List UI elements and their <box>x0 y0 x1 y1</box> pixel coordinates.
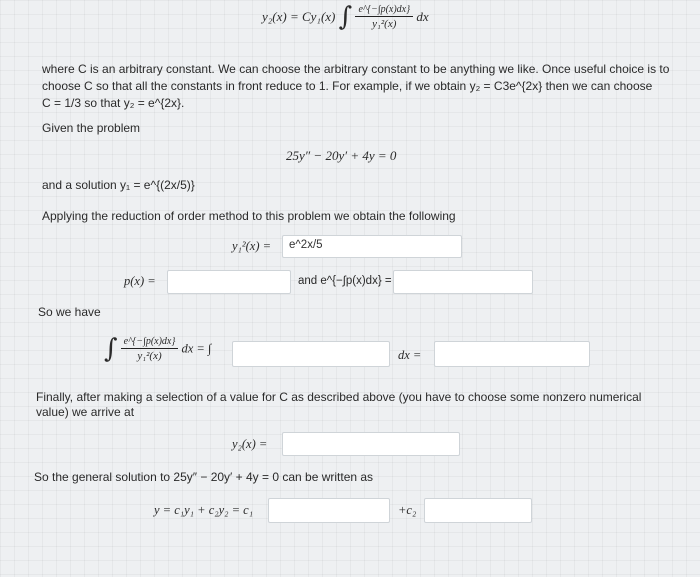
formula-dx: dx <box>416 9 429 24</box>
integral-numerator: e^{−∫p(x)dx} <box>121 336 179 349</box>
integral-sign: ∫ <box>104 334 118 364</box>
given-problem-label: Given the problem <box>42 121 141 135</box>
applying-text: Applying the reduction of order method to this problem we obtain the following <box>42 209 456 223</box>
general-c1-input[interactable] <box>268 498 390 523</box>
explanation-line-1: where C is an arbitrary constant. We can choose the arbitrary constant to be anything we like. Once useful choice is to <box>42 62 670 76</box>
y1-squared-label: y₁²(x) = <box>232 239 272 253</box>
px-input[interactable] <box>167 270 291 294</box>
formula-lhs: y₂(x) = Cy₁(x) <box>262 9 336 24</box>
ode-equation: 25y″ − 20y′ + 4y = 0 <box>286 148 397 163</box>
integral-dx-label: dx = <box>398 348 422 362</box>
integral-dx-eq: dx = ∫ <box>181 341 212 356</box>
general-c2-input[interactable] <box>424 498 532 523</box>
integral-denominator: y₁²(x) <box>137 350 162 362</box>
y1-squared-input[interactable]: e^2x/5 <box>282 235 462 258</box>
formula-denominator: y₁²(x) <box>372 18 397 30</box>
formula-numerator: e^{−∫p(x)dx} <box>355 4 413 17</box>
integrand-input[interactable] <box>232 341 390 367</box>
integral-sign: ∫ <box>338 2 353 32</box>
general-solution-text: So the general solution to 25y″ − 20y′ + 4y = 0 can be written as <box>34 470 374 484</box>
solution-text: and a solution y₁ = e^{(2x/5)} <box>42 178 195 192</box>
formula-fraction <box>355 4 413 30</box>
reduction-formula <box>262 2 429 32</box>
integral-fraction <box>121 336 179 362</box>
plus-c2-label: +c₂ <box>398 503 417 517</box>
px-label: p(x) = <box>124 274 156 288</box>
finally-line-2: value) we arrive at <box>36 405 135 419</box>
exp-integral-input[interactable] <box>393 270 533 294</box>
so-we-have-label: So we have <box>38 305 101 319</box>
y2-input[interactable] <box>282 432 460 456</box>
general-equation: y = c₁y₁ + c₂y₂ = c₁ <box>154 503 254 517</box>
finally-line-1: Finally, after making a selection of a value for C as described above (you have to choose some nonzero numerical <box>36 390 642 404</box>
exp-integral-label: and e^{−∫p(x)dx} = <box>298 275 392 287</box>
explanation-line-2: choose C so that all the constants in front reduce to 1. For example, if we obtain y₂ = C3e^{2x} then we can choose <box>42 79 653 93</box>
y2-label: y₂(x) = <box>232 437 268 451</box>
integral-result-input[interactable] <box>434 341 590 367</box>
explanation-line-3: C = 1/3 so that y₂ = e^{2x}. <box>42 96 185 110</box>
integral-expression <box>104 334 211 364</box>
